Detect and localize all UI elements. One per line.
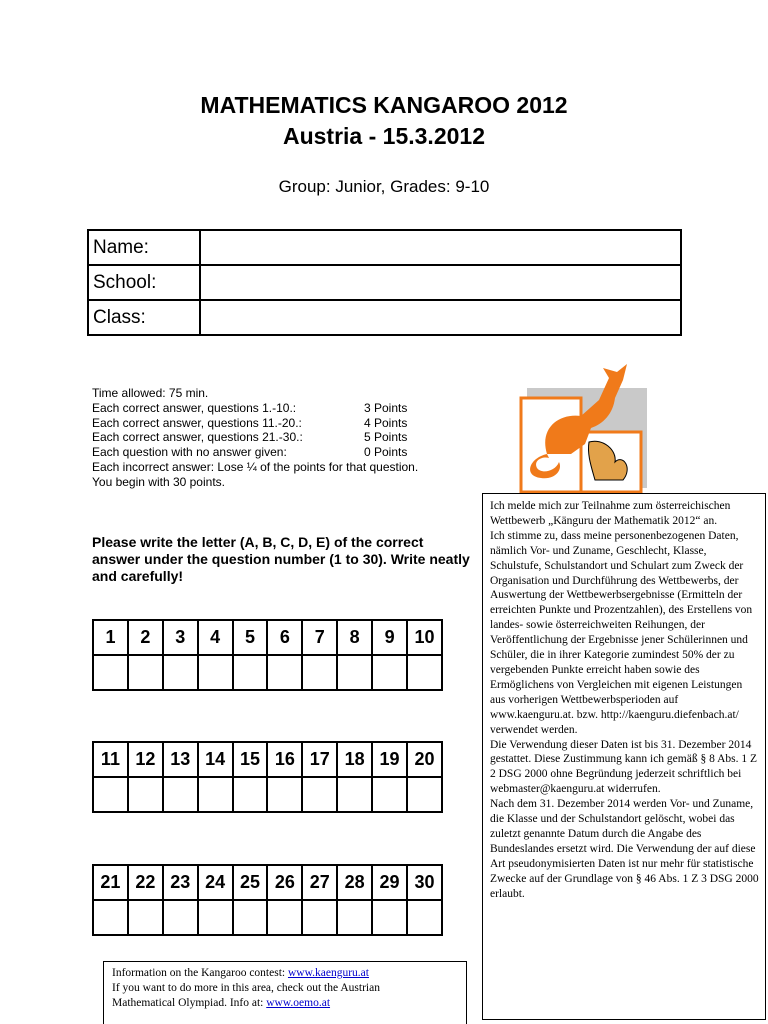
question-number: 27 — [302, 865, 337, 900]
scoring-row — [92, 401, 418, 416]
scoring-points: 0 Points — [364, 445, 408, 460]
question-number: 23 — [163, 865, 198, 900]
question-number: 1 — [93, 620, 128, 655]
answer-cell[interactable] — [267, 777, 302, 812]
answer-grid-2 — [92, 741, 443, 813]
answer-cell[interactable] — [372, 655, 407, 690]
name-row — [88, 230, 681, 265]
answer-cell[interactable] — [233, 900, 268, 935]
question-number: 16 — [267, 742, 302, 777]
info-line-2: If you want to do more in this area, check out the Austrian — [112, 982, 380, 994]
name-field[interactable] — [200, 230, 681, 265]
question-number: 18 — [337, 742, 372, 777]
time-allowed — [92, 386, 418, 401]
answer-grid-3 — [92, 864, 443, 936]
info-line-3-text: Mathematical Olympiad. Info at: — [112, 997, 267, 1009]
answer-cell[interactable] — [163, 777, 198, 812]
consent-text-box: Ich melde mich zur Teilnahme zum österreichischen Wettbewerb „Känguru der Mathematik 2012“ an. Ich stimme zu, dass meine personenbezogenen Daten, nämlich Vor- und Zuname, Geschlecht, Klasse, Schulstufe, Schulstandort und Schulart zum Zweck der Organisation und Durchführung des Wettbewerbs, der Auswertung der Wettbewerbsergebnisse (Ermitteln der erreichten Punkte und Prozentzahlen), des Erstellens von landes- sowie österreichweiten Reihungen, der Veröffentlichung der Ergebnisse jener Schülerinnen und Schüler, die in ihrer Kategorie zumindest 50% der zu vergebenden Punkte erreicht haben sowie des Ermöglichens von Vergleichen mit eigenen Leistungen aus vorherigen Wettbewerbsperioden auf www.kaenguru.at. bzw. http://kaenguru.diefenbach.at/ verwendet werden. Die Verwendung dieser Daten ist bis 31. Dezember 2014 gestattet. Diese Zustimmung kann ich gemäß § 8 Abs. 1 Z 2 DSG 2000 ohne Begründung jederzeit schriftlich bei webmaster@kaenguru.at widerrufen. Nach dem 31. Dezember 2014 werden Vor- und Zuname, die Klasse und der Schulstandort gelöscht, wobei das zuletzt genannte Datum durch die Angabe des Bundeslandes ersetzt wird. Die Verwendung der auf diese Art pseudonymisierten Daten ist nur mehr für statistische Zwecke auf der Grundlage von § 46 Abs. 1 Z 3 DSG 2000 erlaubt. — [482, 493, 766, 1020]
question-number: 15 — [233, 742, 268, 777]
group-label: Group: Junior, Grades: 9-10 — [278, 177, 490, 196]
kangaroo-logo — [519, 358, 663, 496]
class-row — [88, 300, 681, 335]
answer-cell[interactable] — [407, 777, 442, 812]
name-label: Name: — [88, 230, 200, 265]
page-subtitle: Austria - 15.3.2012 — [282, 123, 485, 149]
answer-cell[interactable] — [93, 655, 128, 690]
school-label: School: — [88, 265, 200, 300]
time-allowed-text: Time allowed: 75 min. — [92, 386, 209, 400]
scoring-text: Each correct answer, questions 1.-10.: — [92, 400, 297, 415]
answer-grid-1 — [92, 619, 443, 691]
answer-row — [93, 900, 442, 935]
start-points — [92, 475, 418, 490]
answer-cell[interactable] — [407, 655, 442, 690]
question-number: 3 — [163, 620, 198, 655]
kaenguru-link[interactable]: www.kaenguru.at — [287, 967, 369, 979]
question-number: 30 — [407, 865, 442, 900]
start-points-text: You begin with 30 points. — [92, 474, 225, 489]
scoring-text: Each correct answer, questions 21.-30.: — [92, 430, 303, 445]
scoring-row — [92, 416, 418, 431]
scoring-text: Each correct answer, questions 11.-20.: — [92, 415, 302, 430]
question-number: 25 — [233, 865, 268, 900]
scoring-points: 3 Points — [364, 400, 408, 415]
question-number: 22 — [128, 865, 163, 900]
question-number-row — [93, 742, 442, 777]
info-line-1 — [112, 966, 460, 981]
question-number: 2 — [128, 620, 163, 655]
question-number: 13 — [163, 742, 198, 777]
answer-cell[interactable] — [93, 900, 128, 935]
scoring-points: 4 Points — [364, 415, 408, 430]
incorrect-rule-text: Each incorrect answer: Lose ¼ of the points for that question. — [92, 459, 419, 474]
info-box — [103, 961, 467, 1024]
question-number: 5 — [233, 620, 268, 655]
question-number: 14 — [198, 742, 233, 777]
scoring-text: Each question with no answer given: — [92, 445, 287, 460]
class-label: Class: — [88, 300, 200, 335]
question-number-row — [93, 620, 442, 655]
answer-cell[interactable] — [198, 777, 233, 812]
question-number: 19 — [372, 742, 407, 777]
answer-cell[interactable] — [128, 655, 163, 690]
question-number: 7 — [302, 620, 337, 655]
question-number: 9 — [372, 620, 407, 655]
question-number: 29 — [372, 865, 407, 900]
info-line-3 — [112, 996, 460, 1011]
school-row — [88, 265, 681, 300]
answer-cell[interactable] — [93, 777, 128, 812]
question-number: 17 — [302, 742, 337, 777]
question-number-row — [93, 865, 442, 900]
answer-cell[interactable] — [337, 900, 372, 935]
answer-cell[interactable] — [163, 655, 198, 690]
scoring-row — [92, 445, 418, 460]
question-number: 21 — [93, 865, 128, 900]
answer-cell[interactable] — [407, 900, 442, 935]
answer-row — [93, 777, 442, 812]
question-number: 28 — [337, 865, 372, 900]
question-number: 20 — [407, 742, 442, 777]
answer-cell[interactable] — [372, 900, 407, 935]
answer-cell[interactable] — [198, 655, 233, 690]
answer-cell[interactable] — [128, 900, 163, 935]
answer-cell[interactable] — [128, 777, 163, 812]
question-number: 6 — [267, 620, 302, 655]
answer-cell[interactable] — [267, 900, 302, 935]
page-title: MATHEMATICS KANGAROO 2012 — [200, 92, 568, 118]
question-number: 8 — [337, 620, 372, 655]
question-number: 4 — [198, 620, 233, 655]
school-field[interactable] — [200, 265, 681, 300]
answer-cell[interactable] — [302, 900, 337, 935]
answer-cell[interactable] — [302, 655, 337, 690]
answer-cell[interactable] — [337, 777, 372, 812]
scoring-rules — [92, 386, 418, 490]
answer-cell[interactable] — [233, 777, 268, 812]
question-number: 10 — [407, 620, 442, 655]
oemo-link[interactable]: www.oemo.at — [266, 997, 331, 1009]
class-field[interactable] — [200, 300, 681, 335]
answer-cell[interactable] — [233, 655, 268, 690]
scoring-row — [92, 430, 418, 445]
question-number: 24 — [198, 865, 233, 900]
instructions: Please write the letter (A, B, C, D, E) of the correct answer under the question number (1 to 30). Write neatly and carefully! — [92, 534, 470, 584]
answer-cell[interactable] — [337, 655, 372, 690]
incorrect-rule — [92, 460, 418, 475]
student-info-table — [87, 229, 682, 336]
answer-cell[interactable] — [267, 655, 302, 690]
question-number: 26 — [267, 865, 302, 900]
answer-row — [93, 655, 442, 690]
scoring-points: 5 Points — [364, 430, 408, 445]
question-number: 12 — [128, 742, 163, 777]
question-number: 11 — [93, 742, 128, 777]
answer-cell[interactable] — [372, 777, 407, 812]
info-line-1-text: Information on the Kangaroo contest: — [112, 967, 288, 979]
answer-cell[interactable] — [198, 900, 233, 935]
answer-cell[interactable] — [163, 900, 198, 935]
answer-cell[interactable] — [302, 777, 337, 812]
